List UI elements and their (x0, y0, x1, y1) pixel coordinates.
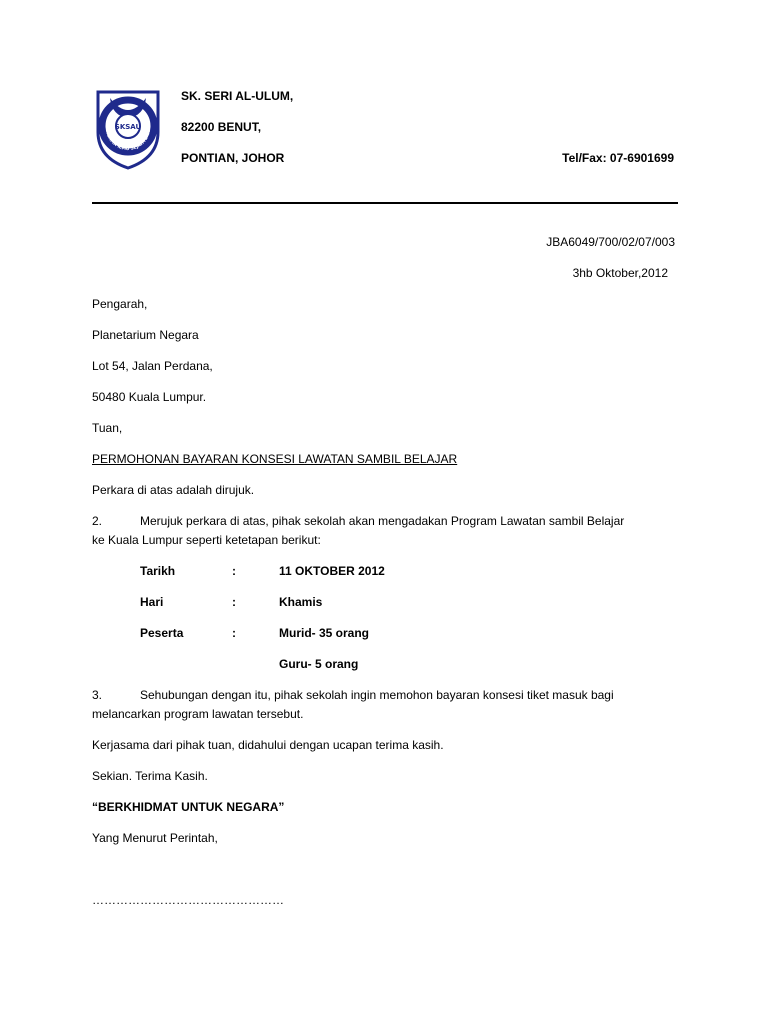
school-telfax: Tel/Fax: 07-6901699 (562, 151, 674, 165)
para2-text-line1: Merujuk perkara di atas, pihak sekolah akan mengadakan Program Lawatan sambil Belajar (140, 514, 625, 528)
crest-center-text: SKSAU (114, 123, 142, 131)
school-district-state: PONTIAN, JOHOR (181, 151, 285, 165)
recipient-street: Lot 54, Jalan Perdana, (92, 359, 213, 373)
para2-text-line2: ke Kuala Lumpur seperti ketetapan berikut: (92, 533, 321, 547)
opening-line: Perkara di atas adalah dirujuk. (92, 483, 255, 497)
para3-text-line2: melancarkan program lawatan tersebut. (92, 707, 304, 721)
recipient-org: Planetarium Negara (92, 328, 199, 342)
para3-number: 3. (92, 688, 103, 702)
detail-label: Peserta (140, 626, 184, 640)
detail-separator: : (232, 595, 236, 609)
recipient-city: 50480 Kuala Lumpur. (92, 390, 207, 404)
para3-text-line1: Sehubungan dengan itu, pihak sekolah ingin memohon bayaran konsesi tiket masuk bagi (140, 688, 614, 702)
para2-number: 2. (92, 514, 103, 528)
detail-value: Murid- 35 orang (279, 626, 370, 640)
detail-value-extra: Guru- 5 orang (279, 657, 359, 671)
detail-label: Hari (140, 595, 164, 609)
school-name: SK. SERI AL-ULUM, (181, 89, 294, 103)
letter-subject: PERMOHONAN BAYARAN KONSESI LAWATAN SAMBIL BELAJAR (92, 452, 458, 466)
para3-line1 (92, 688, 614, 702)
letterhead-divider (92, 202, 678, 204)
detail-label: Tarikh (140, 564, 176, 578)
school-postcode-town: 82200 BENUT, (181, 120, 262, 134)
school-crest-graphic (92, 88, 164, 170)
sign-off: Yang Menurut Perintah, (92, 831, 218, 845)
letter-date: 3hb Oktober,2012 (572, 266, 668, 280)
detail-separator: : (232, 564, 236, 578)
detail-value: Khamis (279, 595, 323, 609)
signature-line: ………………………………………… (92, 893, 284, 907)
school-crest-icon (92, 88, 164, 170)
para2-line1 (92, 514, 624, 528)
detail-separator: : (232, 626, 236, 640)
closing-line: Sekian. Terima Kasih. (92, 769, 208, 783)
recipient-title: Pengarah, (92, 297, 148, 311)
salutation: Tuan, (92, 421, 123, 435)
reference-number: JBA6049/700/02/07/003 (546, 235, 675, 249)
detail-value: 11 OKTOBER 2012 (279, 564, 385, 578)
motto: “BERKHIDMAT UNTUK NEGARA” (92, 800, 285, 814)
cooperation-line: Kerjasama dari pihak tuan, didahului dengan ucapan terima kasih. (92, 738, 444, 752)
crest-ring-text: AGAMA ILMU SEJAHTERA (104, 130, 152, 153)
